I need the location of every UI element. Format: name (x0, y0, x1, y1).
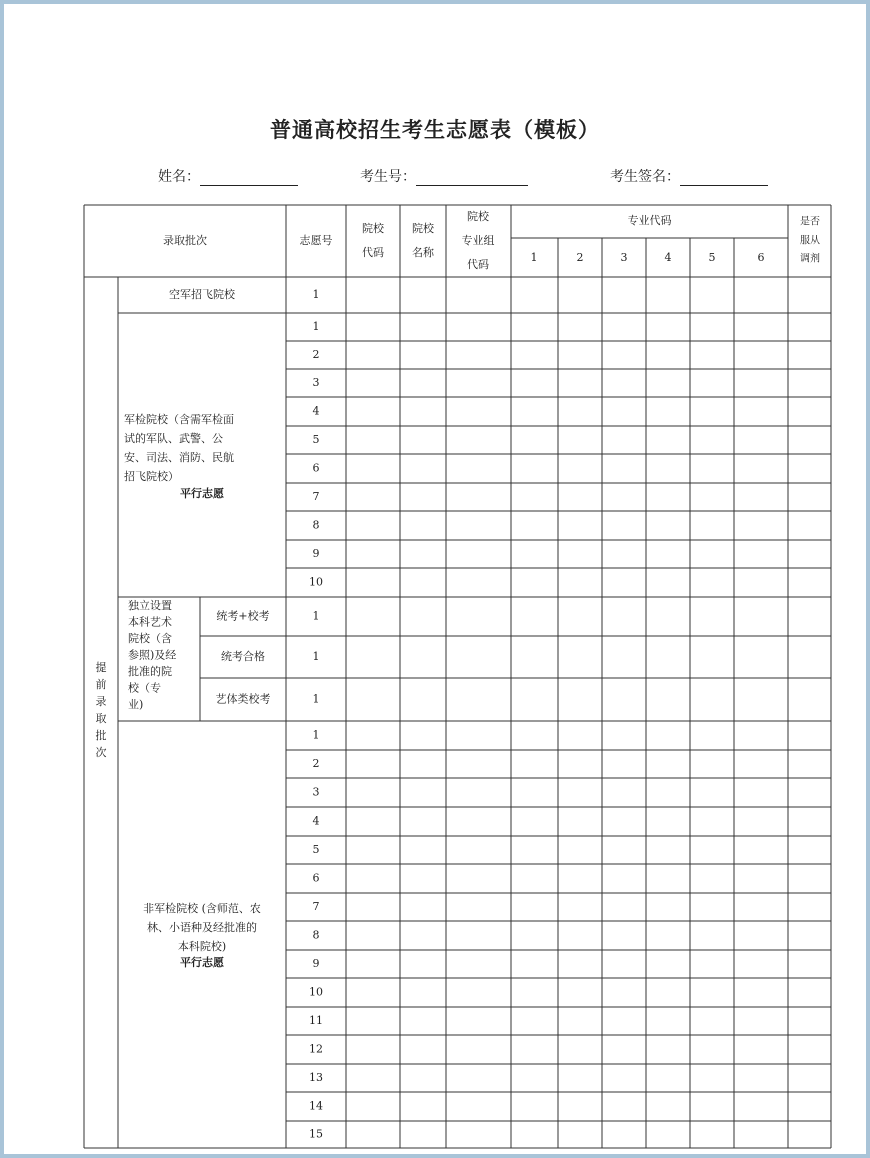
row-number: 2 (312, 348, 320, 361)
header-group-code: 专业组 (461, 234, 495, 247)
row-number: 4 (312, 404, 320, 418)
row-number: 1 (312, 650, 320, 663)
row-number: 2 (312, 757, 320, 770)
header-major-number: 3 (620, 251, 628, 264)
sidebar-early-batch-char: 批 (95, 729, 107, 742)
header-major-number: 5 (708, 251, 716, 264)
sidebar-early-batch-char: 前 (95, 678, 107, 691)
row-number: 10 (309, 985, 323, 999)
row-number: 8 (312, 518, 320, 532)
header-batch: 录取批次 (163, 234, 207, 247)
row-number: 12 (309, 1042, 323, 1056)
header-group-code: 代码 (467, 258, 489, 271)
header-major-number: 6 (757, 251, 765, 264)
row-number: 6 (312, 871, 320, 885)
header-school-code: 院校 (362, 222, 384, 235)
exam-number-label: 考生号： (360, 169, 416, 185)
header-group-code: 院校 (467, 210, 489, 223)
art-label: 批准的院 (128, 665, 172, 678)
air-force-label: 空军招飞院校 (169, 288, 235, 301)
row-number: 1 (312, 609, 320, 623)
header-major-number: 4 (664, 251, 672, 264)
header-adjust: 调剂 (800, 253, 820, 265)
header-adjust: 服从 (800, 235, 820, 247)
row-number: 7 (312, 490, 320, 503)
header-major-number: 2 (576, 251, 584, 264)
row-number: 1 (312, 288, 320, 301)
row-number: 9 (312, 547, 320, 560)
non-military-label: 林、小语种及经批准的 (147, 921, 257, 934)
row-number: 1 (312, 320, 320, 333)
art-label: 参照)及经 (128, 648, 177, 662)
row-number: 3 (312, 785, 320, 799)
header-school-name: 院校 (412, 222, 434, 235)
art-label: 独立设置 (128, 599, 172, 612)
row-number: 3 (312, 376, 320, 389)
row-number: 1 (312, 692, 320, 706)
non-military-label: 非军检院校 (含师范、农 (143, 902, 261, 915)
header-major-code: 专业代码 (627, 214, 672, 227)
military-label: 试的军队、武警、公 (124, 432, 223, 445)
military-label: 军检院校（含需军检面 (124, 413, 234, 426)
row-number: 1 (312, 728, 320, 742)
sidebar-early-batch-char: 取 (95, 712, 107, 725)
row-number: 6 (312, 461, 320, 475)
art-label: 本科艺术 (128, 615, 172, 629)
art-label: 院校（含 (128, 632, 172, 645)
art-subrow-label: 艺体类校考 (215, 692, 271, 706)
header-school-code: 代码 (362, 246, 384, 259)
header-major-number: 1 (530, 251, 538, 264)
non-military-label: 本科院校) (177, 940, 227, 953)
sidebar-early-batch-char: 提 (95, 661, 107, 674)
military-label: 招飞院校） (124, 470, 179, 483)
art-subrow-label: 统考+校考 (216, 609, 270, 623)
sidebar-early-batch-char: 录 (95, 695, 107, 708)
header-adjust: 是否 (800, 216, 820, 228)
art-label: 业) (128, 698, 144, 711)
sidebar-early-batch-char: 次 (95, 746, 107, 759)
row-number: 5 (312, 433, 320, 446)
row-number: 11 (309, 1014, 323, 1027)
row-number: 8 (312, 928, 320, 942)
row-number: 10 (309, 575, 323, 589)
header-choice-number: 志愿号 (299, 234, 333, 247)
row-number: 4 (312, 814, 320, 828)
row-number: 15 (309, 1127, 323, 1141)
signature-label: 考生签名： (610, 169, 680, 185)
row-number: 9 (312, 957, 320, 970)
row-number: 7 (312, 900, 320, 913)
row-number: 14 (309, 1099, 323, 1113)
non-military-parallel-label: 平行志愿 (180, 956, 224, 969)
page-title: 普通高校招生考生志愿表（模板） (270, 118, 600, 142)
row-number: 5 (312, 843, 320, 856)
art-label: 校（专 (128, 681, 161, 695)
name-label: 姓名： (158, 169, 200, 185)
art-subrow-label: 统考合格 (221, 650, 265, 663)
military-label: 安、司法、消防、民航 (124, 451, 234, 464)
header-school-name: 名称 (412, 246, 434, 259)
military-parallel-label: 平行志愿 (180, 487, 224, 500)
row-number: 13 (309, 1071, 323, 1084)
